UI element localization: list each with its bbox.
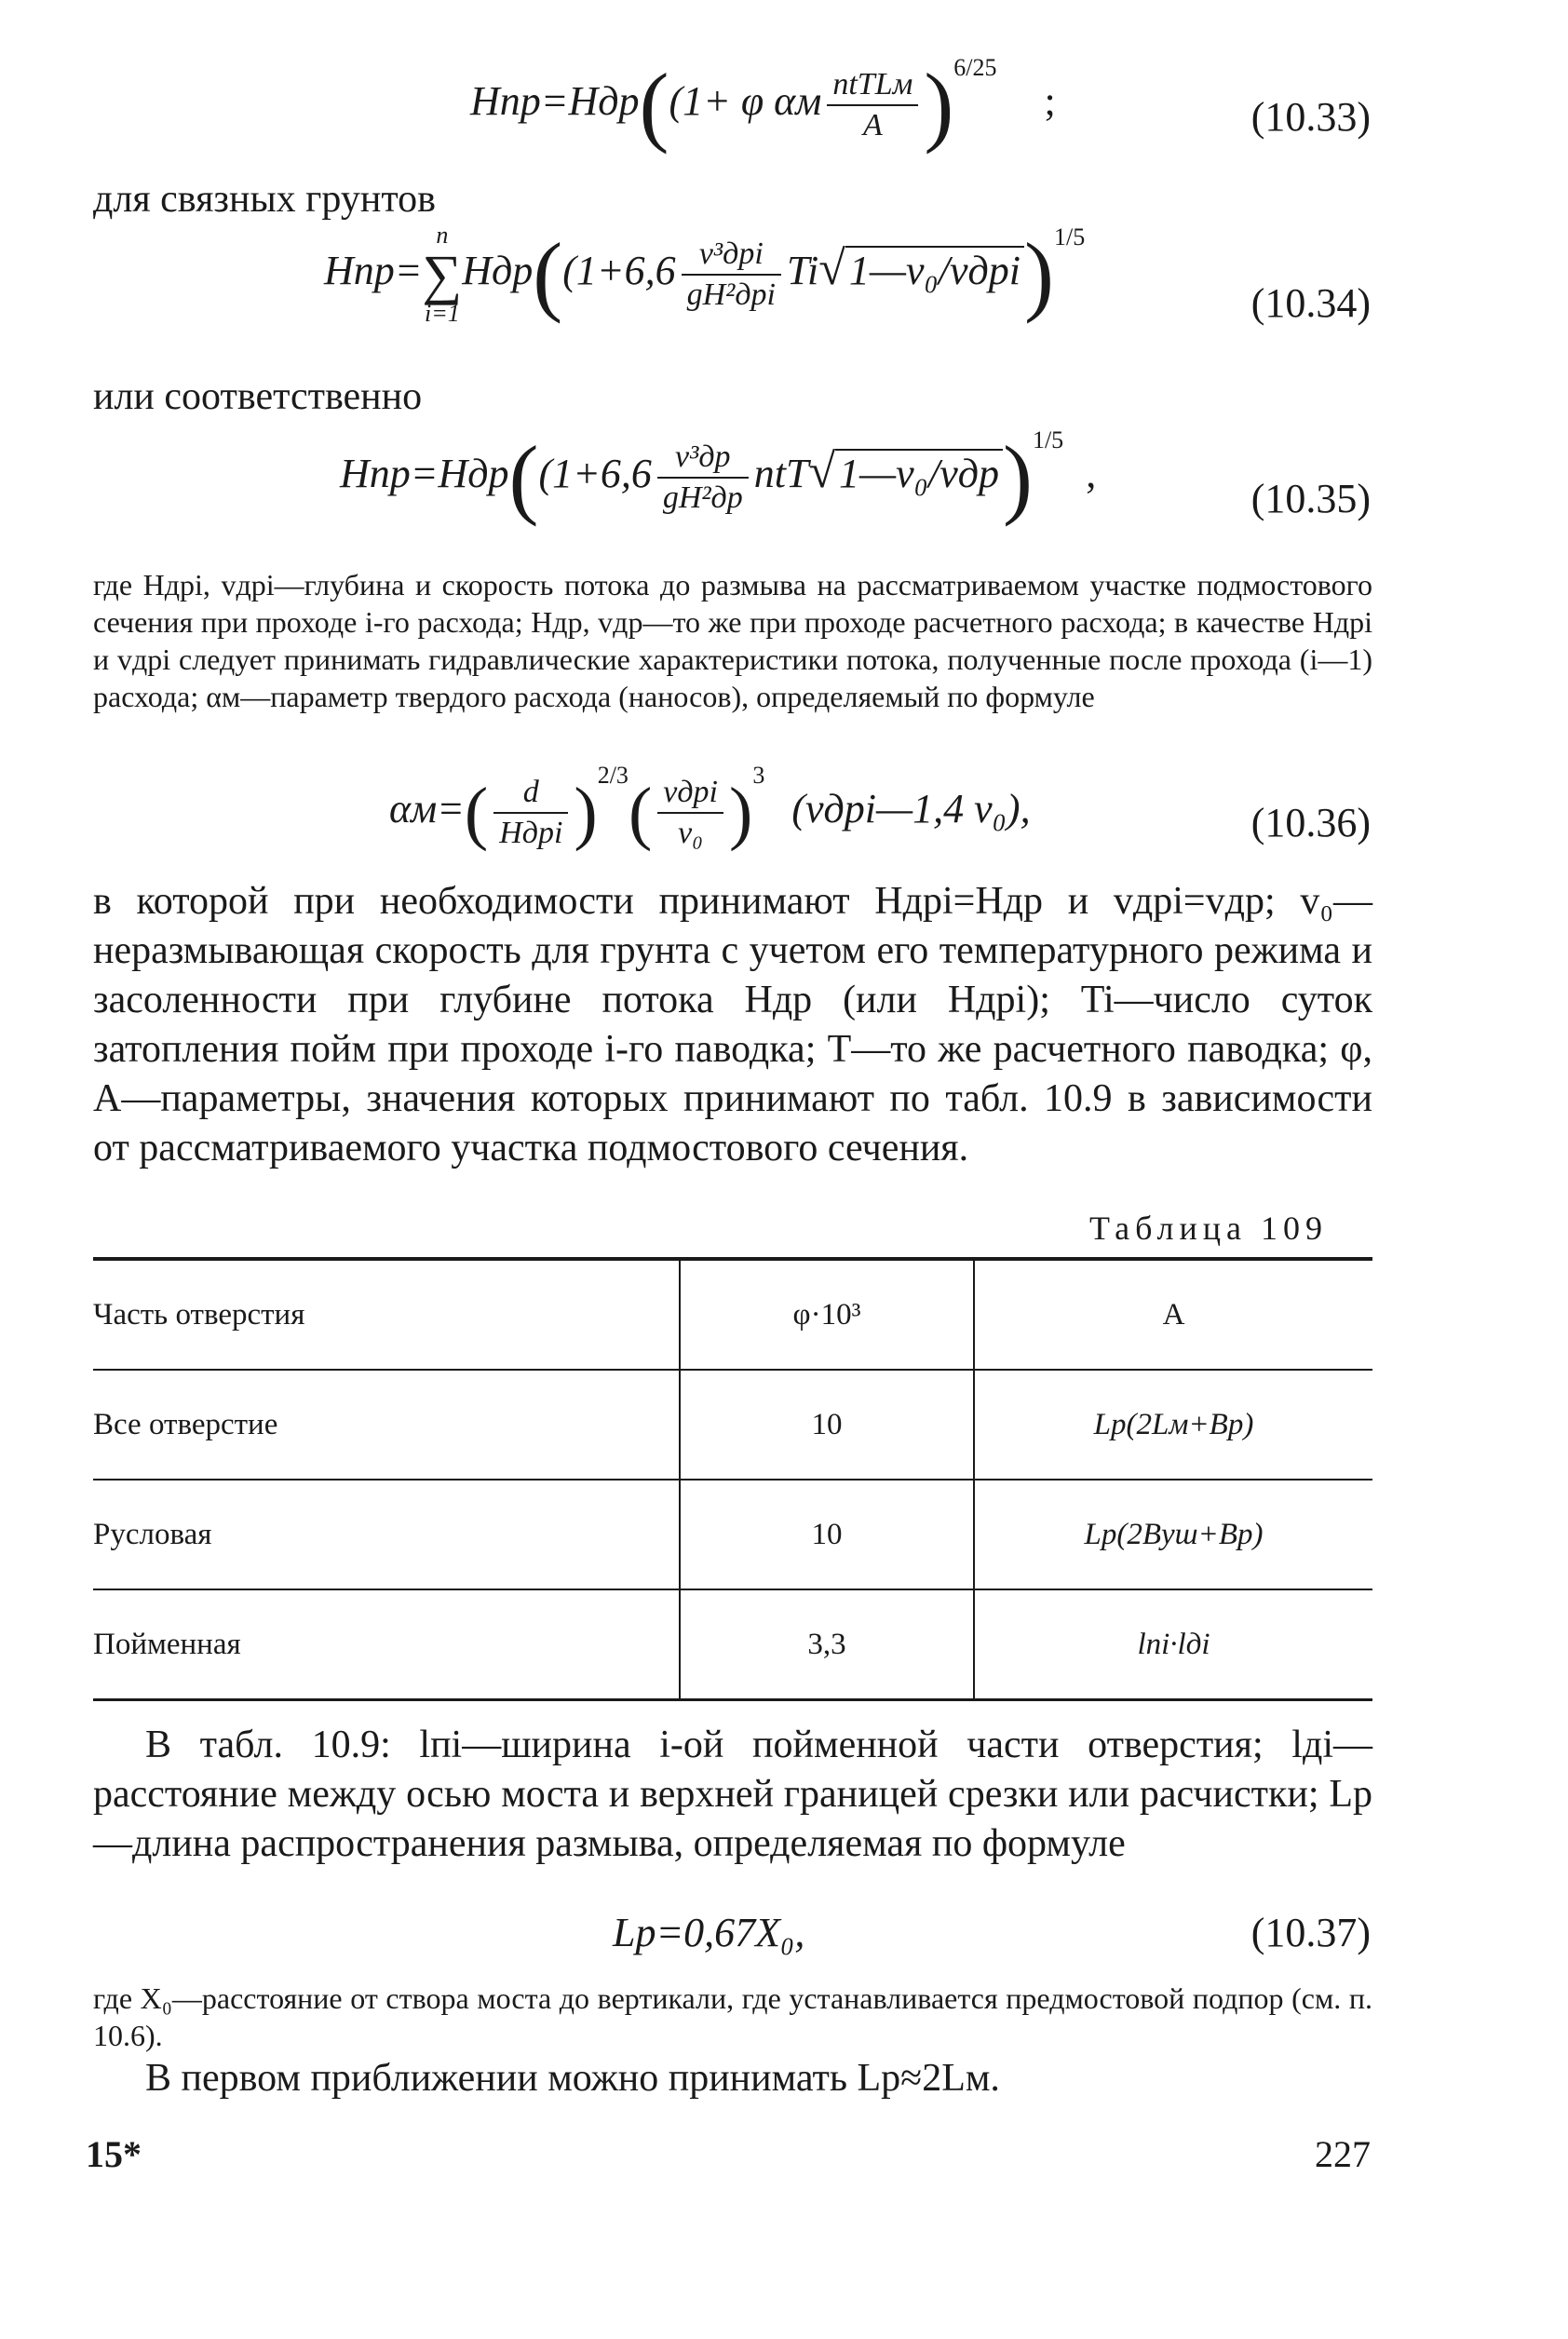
equation-10-36: αм=( $\frac{d}{\text{Hдрi}}$ )$^{2/3}$( $\frac{\text{vдрi}}{\text{v₀}}$ )$^3$ (vдрi—1,4 v₀),: [389, 762, 1031, 852]
table-cell: Все отверстие: [93, 1370, 680, 1480]
eq-fraction: [827, 67, 918, 143]
table-header-cell: A: [974, 1259, 1372, 1370]
table-caption: Таблица 109: [1089, 1210, 1328, 1247]
eq-radicand: 1—v₀/vдр: [835, 449, 1003, 496]
table-cell: 10: [680, 1480, 974, 1589]
eq-lhs: Hпр=Hдр: [470, 78, 640, 124]
equation-10-35: Hпр=Hдр((1+6,6 $\frac{\text{v³др}}{\text{gH²др}}$ ntT√1—v₀/vдр)$^{1/5}$,: [340, 426, 1097, 527]
eq-power: 1/5: [1054, 223, 1086, 251]
equation-10-34: Hпр= n ∑ i=1 Hдр((1+6,6 $\frac{\text{v³дрi}}{\text{gH²дрi}}$ Ti√1—v₀/vдрi)$^{1/5}$: [324, 222, 1086, 327]
page-number: 227: [1315, 2133, 1371, 2175]
equation-10-33: Hпр=Hдр((1+ φ αм $\frac{\text{ntTLм}}{A}$ )$^{6/25}$ ;: [470, 54, 1056, 155]
table-row: [93, 1480, 1372, 1589]
table-cell: Lр(2Bуш+Bр): [974, 1480, 1372, 1589]
signature-mark: 15*: [86, 2133, 142, 2175]
body-paragraph: В табл. 10.9: lпi—ширина i-ой пойменной части отверстия; lдi—расстояние между осью моста и верхней границей срезки или расчистки; Lр—длина распространения размыва, определяемая по формуле: [93, 1724, 1372, 1865]
equation-number: (10.34): [1250, 280, 1371, 326]
table-cell: lпi·lдi: [974, 1589, 1372, 1700]
body-paragraph: В первом приближении можно принимать Lр≈2Lм.: [145, 2057, 1000, 2100]
eq-tail: ;: [1044, 78, 1056, 124]
eq-tail: (vдрi—1,4 v₀),: [791, 786, 1031, 831]
eq-fraction: $\frac{\text{v³дрi}}{\text{gH²дрi}}$: [682, 237, 781, 313]
table-cell: 3,3: [680, 1589, 974, 1700]
eq-numerator: ntTLм: [827, 67, 918, 106]
eq-power: 6/25: [953, 54, 997, 81]
summation: n ∑ i=1: [422, 222, 463, 327]
table-cell: Lр(2Lм+Bр): [974, 1370, 1372, 1480]
equation-number: (10.35): [1250, 476, 1371, 521]
eq-term: Hдр: [462, 248, 534, 294]
table-cell: Пойменная: [93, 1589, 680, 1700]
equation-10-37: Lр=0,67X₀,: [613, 1910, 805, 1955]
eq-mid: Ti: [787, 248, 819, 294]
eq-open: (1+6,6: [562, 248, 676, 294]
eq-denominator: A: [862, 107, 883, 142]
table-header-cell: φ·10³: [680, 1259, 974, 1370]
body-paragraph: в которой при необходимости принимают Hдрi=Hдр и vдрi=vдр; v₀—неразмывающая скорость для грунта с учетом его температурного режима и засоленности при глубине потока Hдр (или Hдрi); Ti—число суток затопления пойм при проходе i-го паводка; T—то же расчетного паводка; φ, A—параметры, значения которых принимают по табл. 10.9 в зависимости от рассматриваемого участка подмостового сечения.: [93, 880, 1372, 1170]
equation-number: (10.33): [1250, 94, 1371, 140]
eq-lhs: Hпр=Hдр: [340, 451, 509, 496]
eq-power: 1/5: [1032, 426, 1064, 453]
eq-lhs: αм=: [389, 786, 465, 831]
eq-open: (1+ φ αм: [669, 78, 822, 124]
eq-mid: ntT: [753, 451, 809, 496]
table-cell: 10: [680, 1370, 974, 1480]
table-header-cell: Часть отверстия: [93, 1259, 680, 1370]
equation-number: (10.36): [1250, 800, 1371, 845]
eq-lhs: Hпр=: [324, 248, 423, 294]
equation-number: (10.37): [1250, 1910, 1371, 1955]
table-header-row: [93, 1259, 1372, 1370]
definitions-paragraph: где X₀—расстояние от створа моста до вертикали, где устанавливается предмостовой подпор (см. п. 10.6).: [93, 1981, 1372, 2052]
table-row: [93, 1370, 1372, 1480]
eq-open: (1+6,6: [538, 451, 652, 496]
eq-radicand: 1—v₀/vдрi: [845, 246, 1024, 293]
table-cell: Русловая: [93, 1480, 680, 1589]
eq-fraction: $\frac{\text{v³др}}{\text{gH²др}}$: [657, 439, 749, 516]
text-connective: или соответственно: [93, 375, 423, 418]
table-row: [93, 1589, 1372, 1700]
data-table: [93, 1257, 1372, 1701]
text-connective: для связных грунтов: [93, 178, 436, 221]
definitions-paragraph: где Hдрi, vдрi—глубина и скорость потока до размыва на рассматриваемом участке подмостового сечения при проходе i-го расхода; Hдр, vдр—то же при проходе расчетного расхода; в качестве Hдрi и vдрi следует принимать гидравлические характеристики потока, полученные после прохода (i—1) расхода; αм—параметр твердого расхода (наносов), определяемый по формуле: [93, 568, 1372, 713]
